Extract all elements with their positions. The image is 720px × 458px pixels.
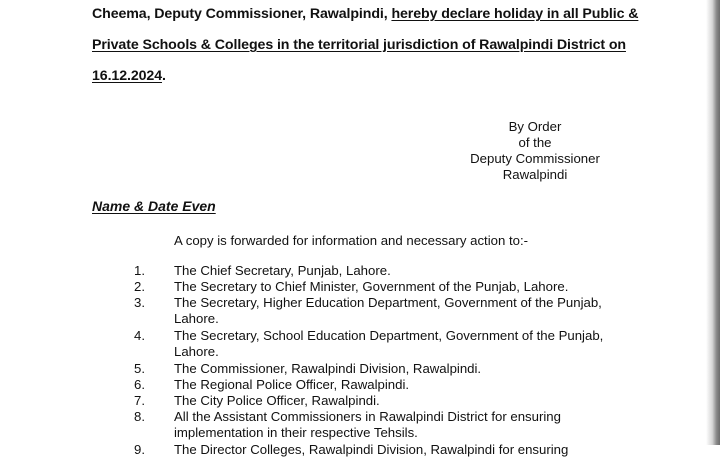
recipient-list [0, 263, 720, 458]
list-number: 5. [134, 361, 145, 377]
order-line-3-end: . [162, 68, 166, 84]
list-item [0, 442, 720, 458]
list-item [0, 377, 720, 393]
order-line-2: Private Schools & Colleges in the territorial jurisdiction of Rawalpindi District on [92, 37, 626, 53]
list-item [0, 295, 720, 326]
signoff-of-the: of the [518, 135, 552, 150]
order-line-1 [92, 6, 639, 22]
list-text: The Secretary to Chief Minister, Government of the Punjab, Lahore. [174, 278, 569, 294]
list-item [0, 361, 720, 377]
list-item [0, 393, 720, 409]
list-number: 4. [134, 328, 145, 344]
order-line-3 [92, 68, 632, 84]
list-item [0, 279, 720, 295]
list-number: 7. [134, 393, 145, 409]
list-item [0, 263, 720, 279]
list-text: The Secretary, Higher Education Department, Government of the Punjab, Lahore. [174, 294, 602, 326]
holiday-declaration-underlined: hereby declare holiday in all Public & [391, 6, 639, 22]
list-text: The Commissioner, Rawalpindi Division, Rawalpindi. [174, 361, 482, 377]
list-text: The Secretary, School Education Department, Government of the Punjab, Lahore. [174, 328, 604, 359]
name-date-heading: Name & Date Even [92, 198, 216, 214]
list-number: 9. [134, 442, 145, 458]
list-item [0, 409, 720, 440]
list-text: The Chief Secretary, Punjab, Lahore. [174, 263, 391, 278]
list-text: The Director Colleges, Rawalpindi Division, Rawalpindi for ensuring [174, 442, 569, 458]
signoff-by-order: By Order [508, 119, 562, 134]
list-text: The City Police Officer, Rawalpindi. [174, 393, 380, 409]
signoff-location: Rawalpindi [502, 167, 568, 182]
list-number: 2. [134, 278, 145, 294]
list-number: 3. [134, 294, 145, 310]
signoff-title: Deputy Commissioner [470, 151, 600, 166]
list-text: All the Assistant Commissioners in Rawalpindi District for ensuring implementation in their respective Tehsils. [174, 409, 561, 440]
copy-forwarded-line: A copy is forwarded for information and necessary action to:- [174, 233, 529, 248]
order-text: Cheema, Deputy Commissioner, Rawalpindi, [92, 6, 392, 22]
list-text: The Regional Police Officer, Rawalpindi. [174, 377, 410, 393]
list-number: 6. [134, 377, 145, 393]
page-edge-shadow [706, 0, 720, 445]
signoff-block [440, 119, 630, 183]
list-number: 8. [134, 409, 145, 425]
list-number: 1. [134, 263, 145, 278]
holiday-date: 16.12.2024 [92, 68, 163, 84]
list-item [0, 328, 720, 359]
